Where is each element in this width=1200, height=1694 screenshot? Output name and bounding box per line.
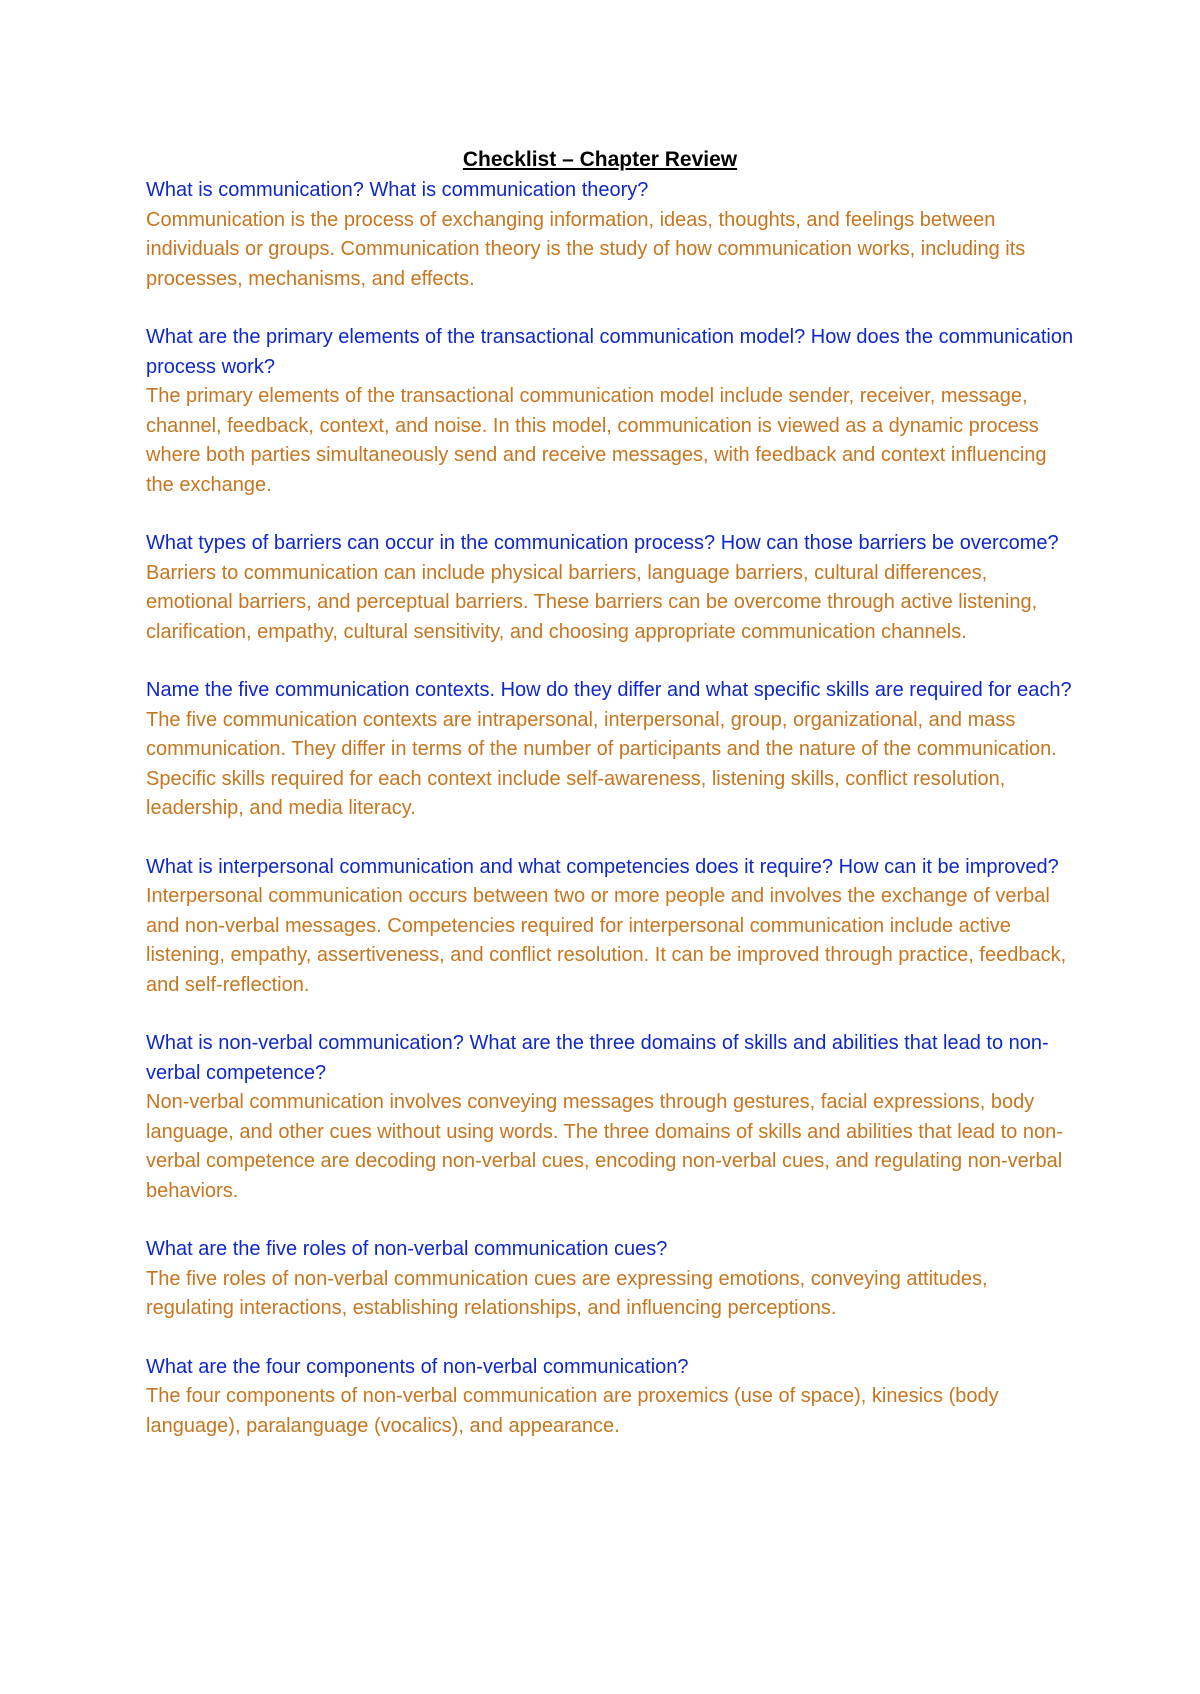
question-text: What is non-verbal communication? What are the three domains of skills and abilities that lead to non-verbal competence?: [146, 1032, 1049, 1084]
answer-text: Communication is the process of exchanging information, ideas, thoughts, and feelings between individuals or groups. Communication theory is the study of how communication works, including its processes, mechanisms, and effects.: [146, 208, 1026, 290]
question-text: What is interpersonal communication and what competencies does it require? How can it be improved?: [146, 855, 1059, 878]
qa-item: [146, 676, 1076, 824]
qa-item: [146, 323, 1076, 500]
qa-list: [146, 176, 1076, 1470]
question-text: Name the five communication contexts. How do they differ and what specific skills are required for each?: [146, 679, 1072, 701]
answer-text: Non-verbal communication involves conveying messages through gestures, facial expressions, body language, and other cues without using words. The three domains of skills and abilities that lead to non-verbal competence are decoding non-verbal cues, encoding non-verbal cues, and regulating non-verbal behaviors.: [146, 1091, 1063, 1202]
question-text: What are the primary elements of the transactional communication model? How does the communication process work?: [146, 326, 1074, 378]
qa-item: [146, 529, 1076, 647]
question-text: What is communication? What is communication theory?: [146, 179, 649, 201]
qa-item: [146, 853, 1076, 1001]
question-text: What types of barriers can occur in the communication process? How can those barriers be overcome?: [146, 532, 1059, 554]
document-title: Checklist – Chapter Review: [462, 148, 738, 171]
answer-text: Barriers to communication can include physical barriers, language barriers, cultural differences, emotional barriers, and perceptual barriers. These barriers can be overcome through active listening, clarification, empathy, cultural sensitivity, and choosing appropriate communication channels.: [146, 561, 1038, 643]
answer-text: The primary elements of the transactional communication model include sender, receiver, message, channel, feedback, context, and noise. In this model, communication is viewed as a dynamic process where both parties simultaneously send and receive messages, with feedback and context influencing the exchange.: [146, 385, 1047, 496]
answer-text: The five roles of non-verbal communication cues are expressing emotions, conveying attitudes, regulating interactions, establishing relationships, and influencing perceptions.: [146, 1267, 988, 1319]
answer-text: The four components of non-verbal communication are proxemics (use of space), kinesics (body language), paralanguage (vocalics), and appearance.: [146, 1385, 999, 1437]
answer-text: The five communication contexts are intrapersonal, interpersonal, group, organizational, and mass communication. They differ in terms of the number of participants and the nature of the communication. Specific skills required for each context include self-awareness, listening skills, conflict resolution, leadership, and media literacy.: [146, 708, 1057, 819]
qa-item: [146, 176, 1076, 294]
qa-item: [146, 1029, 1076, 1206]
question-text: What are the five roles of non-verbal communication cues?: [146, 1238, 668, 1260]
qa-item: [146, 1353, 1076, 1442]
qa-item: [146, 1235, 1076, 1324]
answer-text: Interpersonal communication occurs between two or more people and involves the exchange of verbal and non-verbal messages. Competencies required for interpersonal communication include active listening, empathy, assertiveness, and conflict resolution. It can be improved through practice, feedback, and self-reflection.: [146, 885, 1067, 996]
question-text: What are the four components of non-verbal communication?: [146, 1355, 689, 1378]
